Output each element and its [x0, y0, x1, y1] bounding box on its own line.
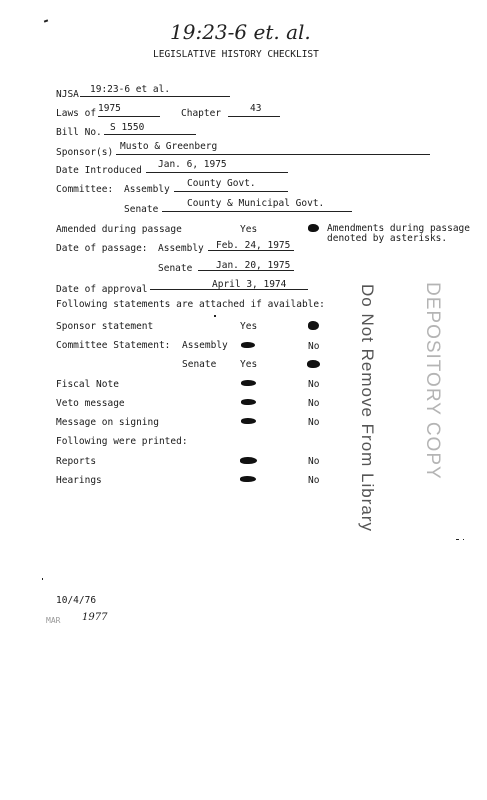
bill-value: S 1550 [110, 122, 145, 133]
page-title: LEGISLATIVE HISTORY CHECKLIST [153, 49, 319, 60]
passage-senate-value: Jan. 20, 1975 [216, 260, 291, 271]
reports-yes-mark [240, 457, 257, 464]
ink-speck [214, 315, 216, 317]
footer-stamp-month: MAR [46, 616, 61, 625]
committee-statement-assembly-no: No [308, 341, 320, 352]
reports-label: Reports [56, 456, 97, 467]
sponsor-label: Sponsor(s) [56, 147, 114, 158]
depository-stamp-line-1: DEPOSITORY COPY [422, 282, 443, 480]
amended-note-line-1: Amendments during passage [327, 223, 470, 234]
handwritten-statute-number: 19:23-6 et. al. [170, 20, 311, 44]
reports-no: No [308, 456, 320, 467]
chapter-value: 43 [250, 103, 262, 114]
committee-statement-senate-no-mark [307, 360, 320, 368]
fiscal-note-yes-mark [241, 380, 256, 386]
laws-underline [98, 116, 160, 117]
chapter-label: Chapter [181, 108, 222, 119]
committee-assembly-underline [174, 191, 288, 192]
sponsor-value: Musto & Greenberg [120, 141, 218, 152]
footer-stamp-year: 1977 [82, 612, 108, 623]
ink-speck [463, 539, 464, 540]
sponsor-statement-no-mark [308, 321, 319, 330]
bill-underline [104, 134, 196, 135]
passage-assembly-value: Feb. 24, 1975 [216, 240, 291, 251]
printed-heading: Following were printed: [56, 436, 188, 447]
attached-heading: Following statements are attached if available: [56, 299, 325, 310]
amended-note-line-2: denoted by asterisks. [327, 233, 448, 244]
message-on-signing-label: Message on signing [56, 417, 159, 428]
committee-senate-label: Senate [124, 204, 159, 215]
amended-yes: Yes [240, 224, 258, 235]
njsa-label: NJSA [56, 89, 79, 100]
passage-senate-label: Senate [158, 263, 193, 274]
ink-speck [456, 539, 459, 540]
fiscal-note-label: Fiscal Note [56, 379, 119, 390]
njsa-underline [80, 96, 230, 97]
date-introduced-label: Date Introduced [56, 165, 142, 176]
amended-ink-mark [308, 224, 319, 232]
hearings-yes-mark [240, 476, 256, 482]
ink-speck [44, 19, 48, 22]
sponsor-underline [116, 154, 430, 155]
approval-label: Date of approval [56, 284, 148, 295]
chapter-underline [228, 116, 280, 117]
passage-assembly-label: Assembly [158, 243, 204, 254]
ink-speck [42, 578, 43, 580]
message-on-signing-yes-mark [241, 418, 256, 424]
committee-statement-assembly-yes-mark [241, 342, 255, 348]
committee-statement-senate-yes: Yes [240, 359, 258, 370]
committee-label: Committee: [56, 184, 114, 195]
date-introduced-underline [146, 172, 288, 173]
committee-senate-underline [162, 211, 352, 212]
bill-label: Bill No. [56, 127, 102, 138]
committee-senate-value: County & Municipal Govt. [187, 198, 325, 209]
depository-stamp [356, 282, 446, 533]
hearings-label: Hearings [56, 475, 102, 486]
veto-message-no: No [308, 398, 320, 409]
committee-statement-assembly-label: Assembly [182, 340, 228, 351]
date-introduced-value: Jan. 6, 1975 [158, 159, 227, 170]
veto-message-yes-mark [241, 399, 256, 405]
njsa-value: 19:23-6 et al. [90, 84, 171, 95]
laws-value: 1975 [98, 103, 121, 114]
depository-stamp-line-2: Do Not Remove From Library [358, 284, 377, 533]
committee-assembly-label: Assembly [124, 184, 170, 195]
hearings-no: No [308, 475, 320, 486]
committee-assembly-value: County Govt. [187, 178, 256, 189]
sponsor-statement-yes: Yes [240, 321, 258, 332]
committee-statement-label: Committee Statement: [56, 340, 171, 351]
amended-label: Amended during passage [56, 224, 182, 235]
approval-value: April 3, 1974 [212, 279, 287, 290]
veto-message-label: Veto message [56, 398, 125, 409]
message-on-signing-no: No [308, 417, 320, 428]
fiscal-note-no: No [308, 379, 320, 390]
sponsor-statement-label: Sponsor statement [56, 321, 154, 332]
laws-label: Laws of [56, 108, 97, 119]
committee-statement-senate-label: Senate [182, 359, 217, 370]
footer-date: 10/4/76 [56, 595, 97, 606]
passage-label: Date of passage: [56, 243, 148, 254]
